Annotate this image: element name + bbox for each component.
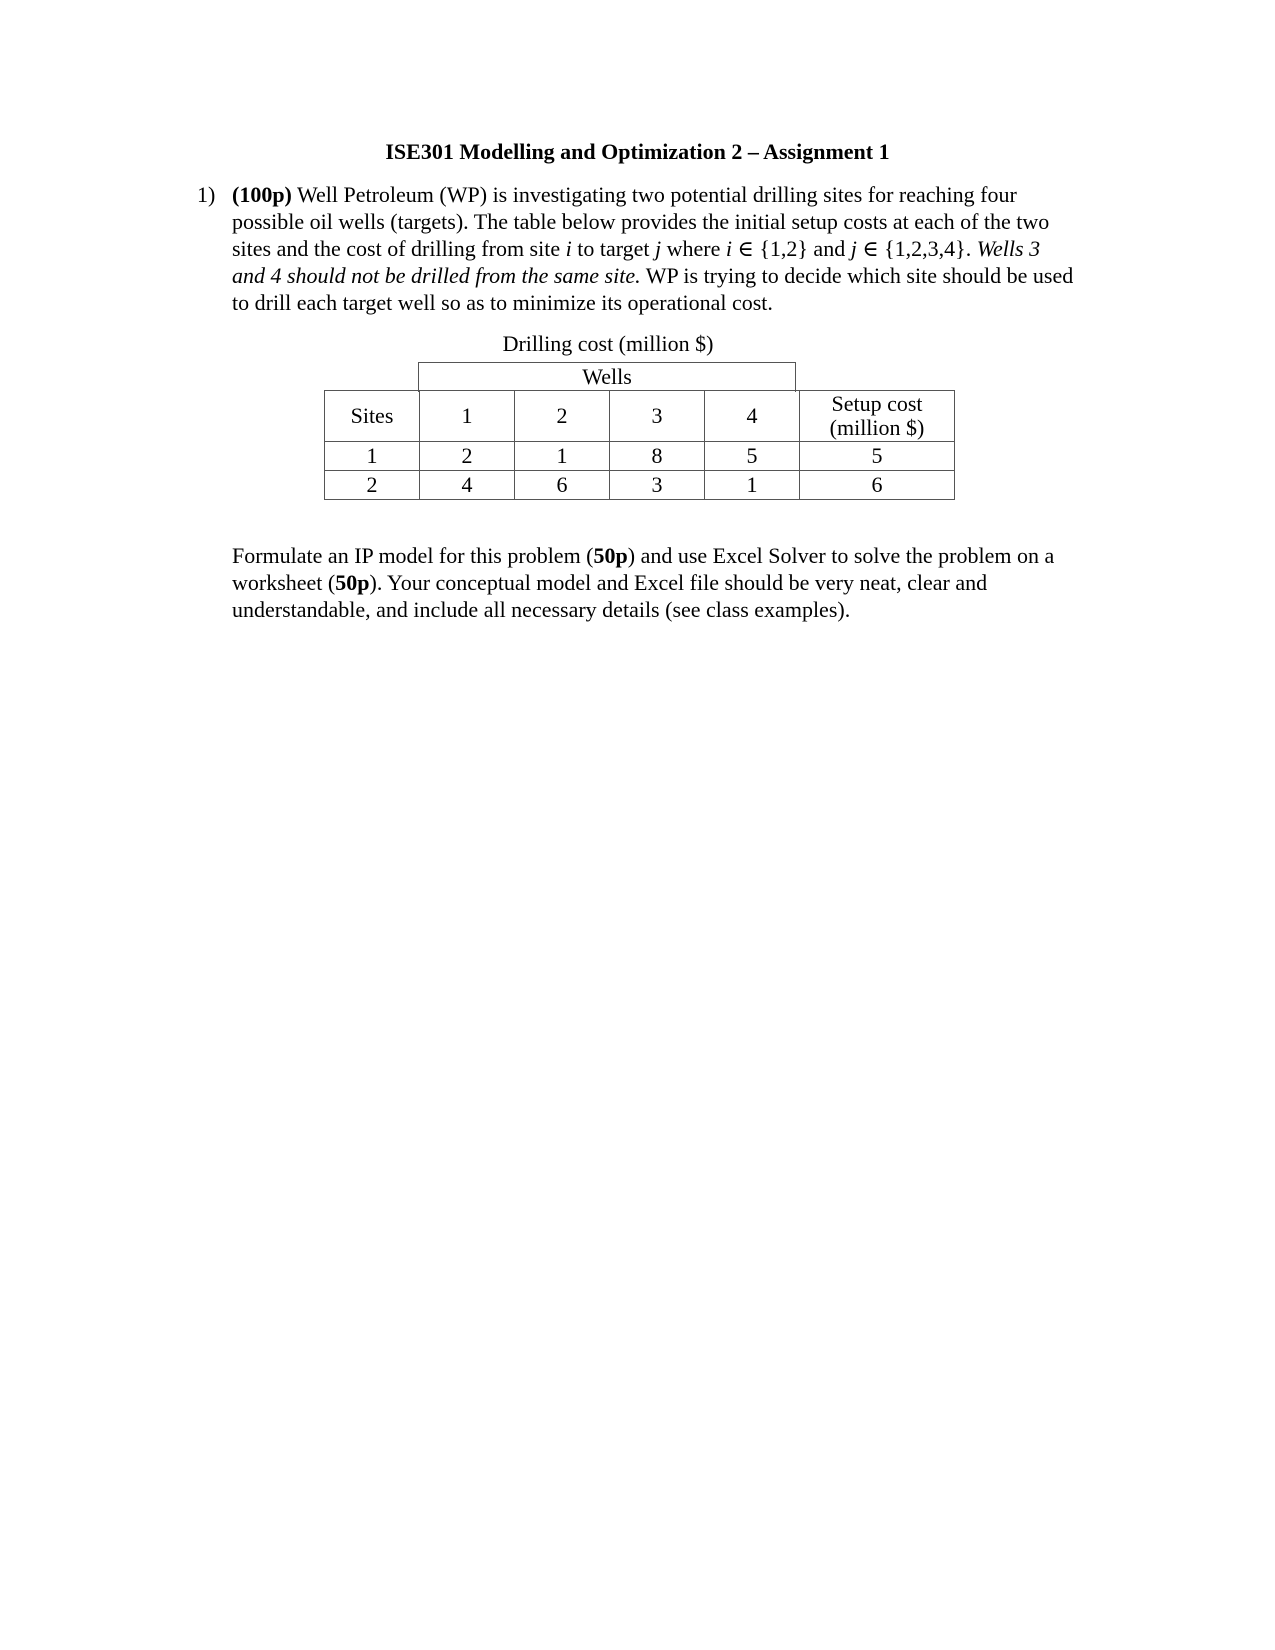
question-text-2: to target [571, 236, 656, 261]
variable-i: i [565, 236, 572, 261]
cell-cost: 3 [610, 471, 705, 500]
cell-cost: 8 [610, 442, 705, 471]
question-text-4: WP is trying to decide which site should be used to drill each target well so as to minimize its operational cost. [232, 263, 1074, 315]
cell-setup: 5 [800, 442, 955, 471]
question-text-3: where [661, 236, 726, 261]
table-header-row [325, 391, 955, 442]
cell-setup: 6 [800, 471, 955, 500]
cell-cost: 1 [705, 471, 800, 500]
header-setup-cost [800, 391, 955, 442]
question-number: 1) [197, 182, 216, 207]
italic-constraint-note: Wells 3 and 4 should not be drilled from the same site. [232, 236, 1041, 288]
drilling-cost-table [324, 390, 955, 500]
header-well-4: 4 [705, 391, 800, 442]
question-text-1: Well Petroleum (WP) is investigating two potential drilling sites for reaching four possible oil wells (targets). The table below provides the initial setup costs at each of the two sites and the cost of drilling from site [232, 182, 1050, 261]
instructions-points-2: 50p [335, 570, 370, 595]
header-well-1: 1 [420, 391, 515, 442]
instructions-text-3: ). Your conceptual model and Excel file should be very neat, clear and understandable, and include all necessary details (see class examples). [232, 570, 988, 622]
cell-cost: 5 [705, 442, 800, 471]
wells-group-header: Wells [418, 362, 796, 392]
header-well-2: 2 [515, 391, 610, 442]
question-points: (100p) [232, 182, 292, 207]
table-row [325, 471, 955, 500]
cell-cost: 4 [420, 471, 515, 500]
variable-j: j [655, 236, 662, 261]
cell-site: 2 [325, 471, 420, 500]
cell-site: 1 [325, 442, 420, 471]
instructions-text-2: ) and use Excel Solver to solve the problem on a worksheet ( [232, 543, 1055, 595]
page-title: ISE301 Modelling and Optimization 2 – Assignment 1 [385, 139, 890, 164]
setup-header-line1: Setup cost [831, 391, 923, 416]
variable-i-set: i [725, 236, 733, 261]
table-caption: Drilling cost (million $) [502, 331, 714, 356]
set-i-text: ∈ {1,2} and [732, 236, 851, 261]
question-1 [197, 181, 1077, 316]
question-body [232, 181, 1077, 316]
instructions-paragraph [232, 542, 1072, 623]
set-j-text: ∈ {1,2,3,4}. [856, 236, 977, 261]
cell-cost: 6 [515, 471, 610, 500]
instructions-points-1: 50p [593, 543, 628, 568]
table-row [325, 442, 955, 471]
cell-cost: 2 [420, 442, 515, 471]
header-sites: Sites [325, 391, 420, 442]
setup-header-line2: (million $) [829, 415, 925, 440]
header-well-3: 3 [610, 391, 705, 442]
cell-cost: 1 [515, 442, 610, 471]
variable-j-set: j [850, 236, 857, 261]
instructions-text-1: Formulate an IP model for this problem ( [232, 543, 594, 568]
